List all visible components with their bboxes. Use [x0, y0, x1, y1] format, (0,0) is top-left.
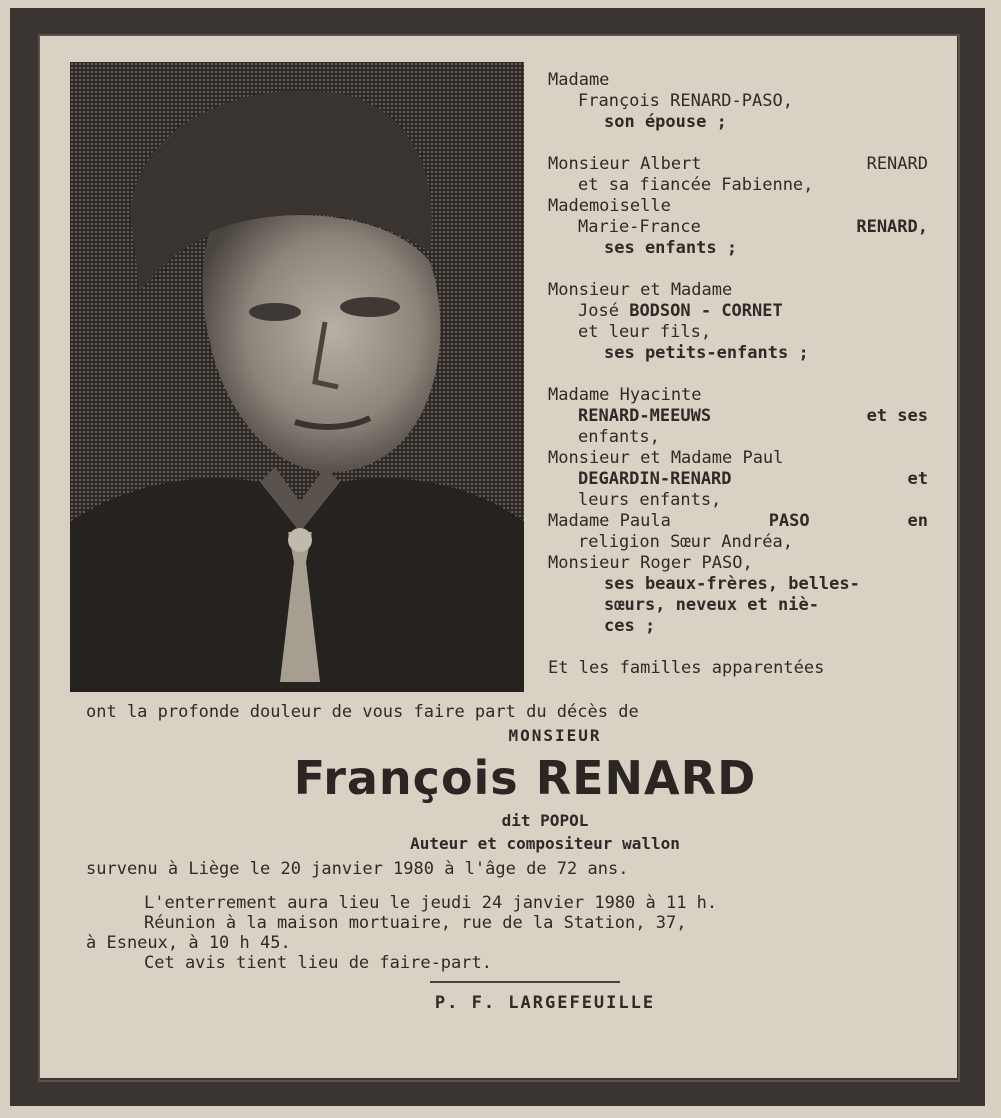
deceased-name: François RENARD: [293, 751, 757, 805]
relative-line: Monsieur et Madame Paul: [548, 448, 784, 468]
relative-line: RENARD-MEEUWS et ses: [578, 406, 928, 426]
portrait-photo: [70, 62, 524, 692]
relative-line: leurs enfants,: [578, 490, 722, 510]
divider: [430, 981, 620, 983]
child-line: Mademoiselle: [548, 196, 671, 216]
relative-line: ses beaux-frères, belles-: [604, 574, 860, 594]
death-announcement: [60, 702, 940, 1013]
role: Auteur et compositeur wallon: [410, 834, 680, 853]
child-line: et sa fiancée Fabienne,: [578, 175, 814, 195]
undertaker: P. F. LARGEFEUILLE: [434, 993, 656, 1013]
funeral-details: [60, 893, 940, 973]
spouse-line-1: Madame: [548, 70, 610, 90]
relative-line: religion Sœur Andréa,: [578, 532, 793, 552]
announcement-intro: ont la profonde douleur de vous faire part du décès de: [86, 702, 639, 722]
children-role: ses enfants ;: [604, 238, 738, 258]
closing-line: Et les familles apparentées: [548, 658, 825, 678]
relative-line: DEGARDIN-RENARD et: [578, 469, 928, 489]
grandchild-line: José BODSON - CORNET: [578, 301, 783, 321]
funeral-line: Cet avis tient lieu de faire-part.: [144, 953, 492, 973]
child-line: Monsieur Albert RENARD: [548, 154, 928, 174]
funeral-line: Réunion à la maison mortuaire, rue de la Station, 37,: [144, 913, 687, 933]
child-line: Marie-France RENARD,: [578, 217, 928, 237]
portrait-image: [70, 62, 524, 692]
relative-line: enfants,: [578, 427, 660, 447]
relative-line: Madame Paula PASO en: [548, 511, 928, 531]
grandchild-line: et leur fils,: [578, 322, 712, 342]
grandchildren-role: ses petits-enfants ;: [604, 343, 809, 363]
funeral-line: L'enterrement aura lieu le jeudi 24 janvier 1980 à 11 h.: [144, 893, 718, 913]
relative-line: sœurs, neveux et niè-: [604, 595, 819, 615]
honorific: MONSIEUR: [508, 726, 602, 745]
spouse-role: son épouse ;: [604, 112, 727, 132]
relative-line: Madame Hyacinte: [548, 385, 702, 405]
grandchild-line: Monsieur et Madame: [548, 280, 733, 300]
death-details: survenu à Liège le 20 janvier 1980 à l'âge de 72 ans.: [86, 859, 629, 879]
spouse-name: François RENARD-PASO,: [578, 91, 793, 111]
relative-line: Monsieur Roger PASO,: [548, 553, 753, 573]
family-list: [548, 70, 928, 679]
alias: dit POPOL: [501, 811, 589, 830]
relative-line: ces ;: [604, 616, 656, 636]
funeral-line: à Esneux, à 10 h 45.: [86, 933, 291, 953]
